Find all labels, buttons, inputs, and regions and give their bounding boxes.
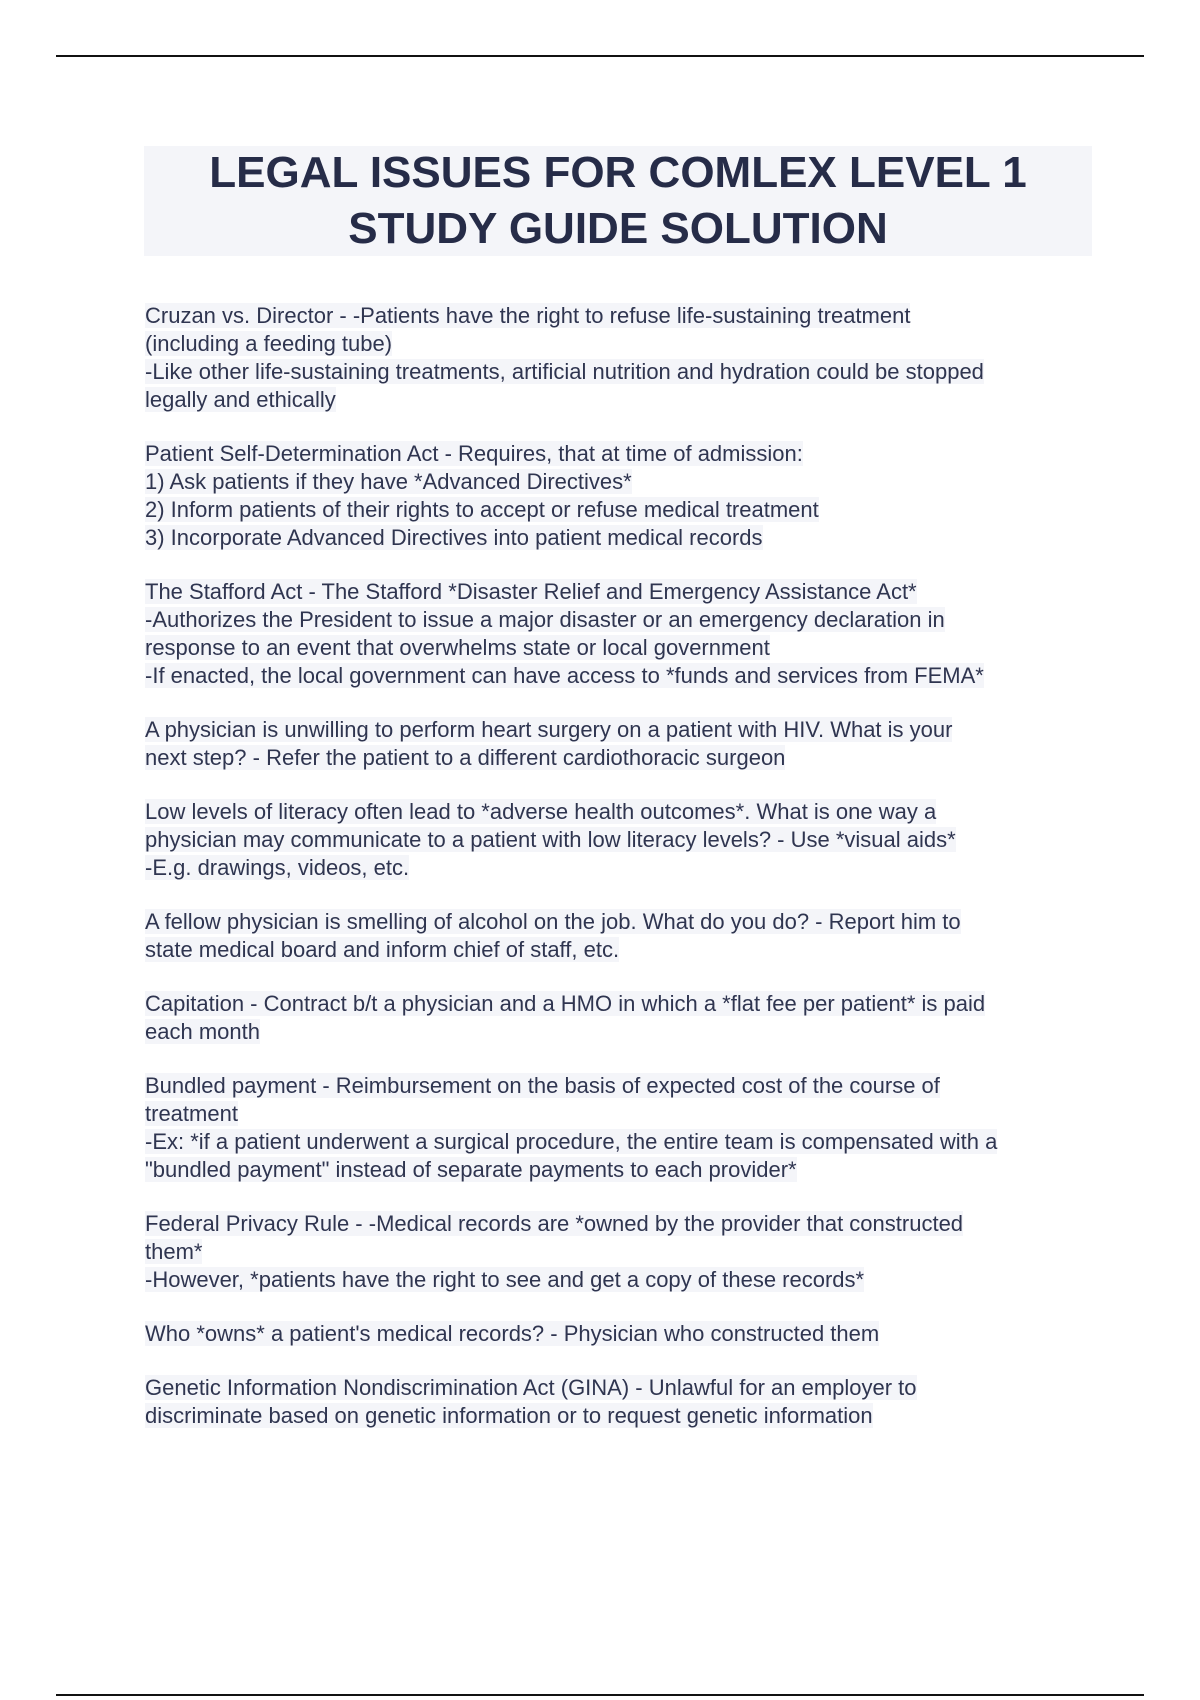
qa-entry	[145, 1210, 1105, 1294]
entry-line-text: legally and ethically	[145, 387, 336, 412]
entry-line-text: -However, *patients have the right to see and get a copy of these records*	[145, 1267, 865, 1292]
qa-entry	[145, 1072, 1105, 1184]
entry-line-text: A fellow physician is smelling of alcohol on the job. What do you do? - Report him to	[145, 909, 961, 934]
qa-entry	[145, 302, 1105, 414]
entry-line	[145, 662, 1105, 690]
entry-line	[145, 496, 1105, 524]
entry-line-text: Who *owns* a patient's medical records? - Physician who constructed them	[145, 1321, 880, 1346]
entry-line	[145, 358, 1105, 386]
entry-line	[145, 606, 1105, 634]
entry-line	[145, 634, 1105, 662]
entry-line-text: -Like other life-sustaining treatments, artificial nutrition and hydration could be stopped	[145, 359, 984, 384]
bottom-rule	[56, 1694, 1144, 1696]
top-rule	[56, 55, 1144, 57]
entry-line-text: Federal Privacy Rule - -Medical records are *owned by the provider that constructed	[145, 1211, 964, 1236]
entry-line	[145, 798, 1105, 826]
entry-line-text: Bundled payment - Reimbursement on the basis of expected cost of the course of	[145, 1073, 940, 1098]
entry-line-text: Capitation - Contract b/t a physician and a HMO in which a *flat fee per patient* is paid	[145, 991, 986, 1016]
qa-entry	[145, 578, 1105, 690]
entry-line-text: "bundled payment" instead of separate payments to each provider*	[145, 1157, 797, 1182]
entry-line	[145, 1374, 1105, 1402]
entry-line-text: Cruzan vs. Director - -Patients have the right to refuse life-sustaining treatment	[145, 303, 911, 328]
entry-line	[145, 1266, 1105, 1294]
entry-line	[145, 1100, 1105, 1128]
entry-line	[145, 1072, 1105, 1100]
entry-line-text: discriminate based on genetic information or to request genetic information	[145, 1403, 873, 1428]
entry-line	[145, 716, 1105, 744]
entry-line	[145, 908, 1105, 936]
entry-line	[145, 330, 1105, 358]
entry-line	[145, 854, 1105, 882]
entry-line-text: A physician is unwilling to perform heart surgery on a patient with HIV. What is your	[145, 717, 953, 742]
entry-line	[145, 386, 1105, 414]
entry-line	[145, 1210, 1105, 1238]
entry-line	[145, 826, 1105, 854]
entry-line	[145, 440, 1105, 468]
entry-line-text: next step? - Refer the patient to a different cardiothoracic surgeon	[145, 745, 786, 770]
entry-line-text: 1) Ask patients if they have *Advanced Directives*	[145, 469, 632, 494]
qa-entry	[145, 440, 1105, 552]
entry-line-text: each month	[145, 1019, 260, 1044]
entry-line	[145, 1018, 1105, 1046]
entry-line-text: 2) Inform patients of their rights to accept or refuse medical treatment	[145, 497, 819, 522]
entry-line-text: -Ex: *if a patient underwent a surgical procedure, the entire team is compensated with a	[145, 1129, 998, 1154]
title-banner	[144, 146, 1092, 256]
entry-line-text: response to an event that overwhelms state or local government	[145, 635, 770, 660]
entry-line-text: physician may communicate to a patient with low literacy levels? - Use *visual aids*	[145, 827, 956, 852]
entry-line	[145, 1238, 1105, 1266]
entry-line-text: treatment	[145, 1101, 238, 1126]
entry-line	[145, 990, 1105, 1018]
entry-line	[145, 1320, 1105, 1348]
entry-line-text: -Authorizes the President to issue a major disaster or an emergency declaration in	[145, 607, 945, 632]
entry-line	[145, 744, 1105, 772]
entry-line-text: Patient Self-Determination Act - Requires, that at time of admission:	[145, 441, 803, 466]
qa-entry	[145, 990, 1105, 1046]
qa-entry	[145, 798, 1105, 882]
entry-line	[145, 302, 1105, 330]
entry-line	[145, 524, 1105, 552]
entry-line	[145, 1128, 1105, 1156]
entry-line	[145, 936, 1105, 964]
entry-line-text: them*	[145, 1239, 203, 1264]
entry-line-text: 3) Incorporate Advanced Directives into patient medical records	[145, 525, 763, 550]
entry-line-text: (including a feeding tube)	[145, 331, 393, 356]
entry-line-text: -If enacted, the local government can have access to *funds and services from FEMA*	[145, 663, 984, 688]
entry-line-text: -E.g. drawings, videos, etc.	[145, 855, 410, 880]
qa-entry	[145, 1374, 1105, 1430]
entry-line-text: state medical board and inform chief of staff, etc.	[145, 937, 620, 962]
entry-line	[145, 578, 1105, 606]
document-title: LEGAL ISSUES FOR COMLEX LEVEL 1 STUDY GUIDE SOLUTION	[209, 148, 1027, 253]
study-guide-content	[145, 302, 1105, 1456]
qa-entry	[145, 716, 1105, 772]
entry-line-text: The Stafford Act - The Stafford *Disaster Relief and Emergency Assistance Act*	[145, 579, 917, 604]
entry-line-text: Genetic Information Nondiscrimination Act (GINA) - Unlawful for an employer to	[145, 1375, 917, 1400]
entry-line	[145, 1402, 1105, 1430]
entry-line	[145, 468, 1105, 496]
entry-line	[145, 1156, 1105, 1184]
qa-entry	[145, 1320, 1105, 1348]
qa-entry	[145, 908, 1105, 964]
entry-line-text: Low levels of literacy often lead to *adverse health outcomes*. What is one way a	[145, 799, 937, 824]
